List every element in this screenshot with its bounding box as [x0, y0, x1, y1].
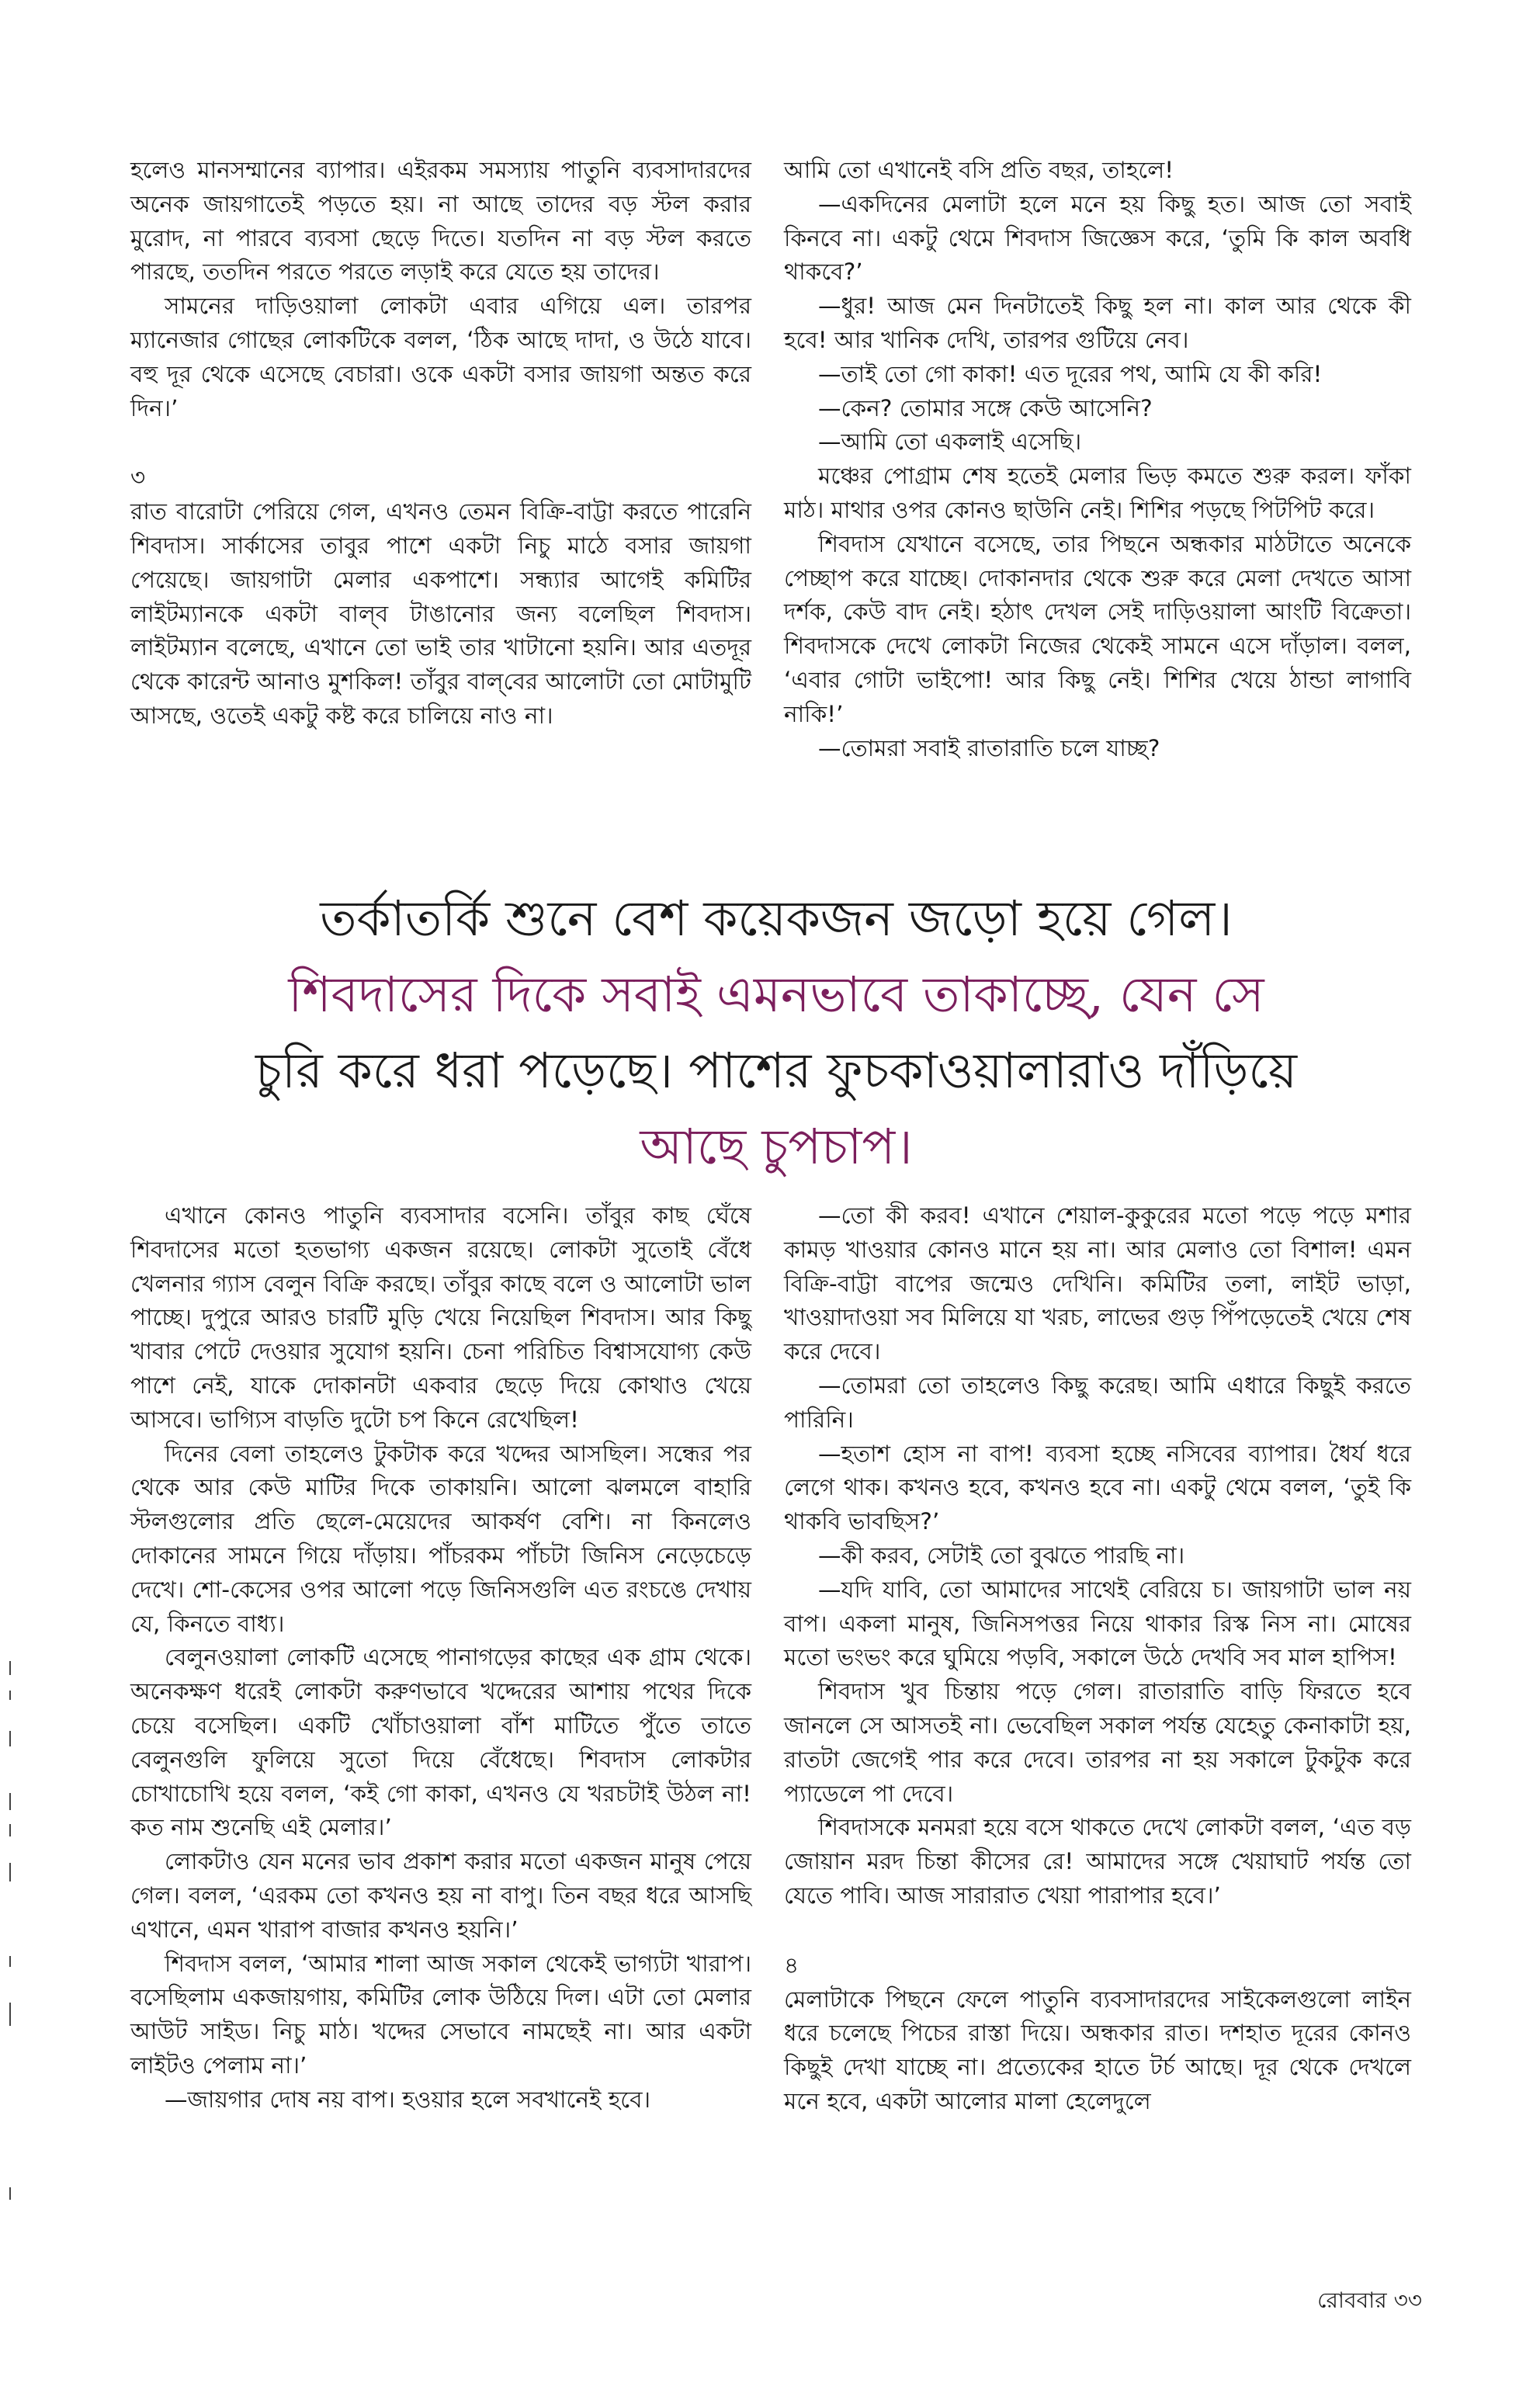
margin-mark — [9, 1661, 11, 1675]
paragraph: হলেও মানসম্মানের ব্যাপার। এইরকম সমস্যায় পাতুনি ব্যবসাদারদের অনেক জায়গাতেই পড়তে হয়। না আছে তাদের বড় স্টল করার মুরোদ, না পারবে ব্যবসা ছেড়ে দিতে। যতদিন না বড় স্টল করতে পারছে, ততদিন পরতে পরতে লড়াই করে যেতে হয় তাদের। — [130, 157, 751, 286]
paragraph: শিবদাস খুব চিন্তায় পড়ে গেল। রাতারাতি বাড়ি ফিরতে হবে জানলে সে আসতই না। ভেবেছিল সকাল পর্যন্ত যেহেতু কেনাকাটা হয়, রাতটা জেগেই পার করে দেবে। তারপর না হয় সকালে টুকটুক করে প্যাডেলে পা দেবে। — [784, 1678, 1411, 1807]
paragraph: —আমি তো একলাই এসেছি। — [818, 428, 1082, 456]
paragraph: এখানে কোনও পাতুনি ব্যবসাদার বসেনি। তাঁবুর কাছ ঘেঁষে শিবদাসের মতো হতভাগ্য একজন রয়েছে। লোকটা সুতোই বেঁধে খেলনার গ্যাস বেলুন বিক্রি করছে। তাঁবুর কাছে বলে ও আলোটা ভাল পাচ্ছে। দুপুরে আরও চারটি মুড়ি খেয়ে নিয়েছিল শিবদাস। আর কিছু খাবার পেটে দেওয়ার সুযোগ হয়নি। চেনা পরিচিত বিশ্বাসযোগ্য কেউ পাশে নেই, যাকে দোকানটা একবার ছেড়ে দিয়ে কোথাও খেয়ে আসবে। ভাগ্যিস বাড়তি দুটো চপ কিনে রেখেছিল! — [130, 1202, 751, 1433]
paragraph: বেলুনওয়ালা লোকটি এসেছে পানাগড়ের কাছের এক গ্রাম থেকে। অনেকক্ষণ ধরেই লোকটা করুণভাবে খদ্দেরের আশায় পথের দিকে চেয়ে বসেছিল। একটি খোঁচাওয়ালা বাঁশ মাটিতে পুঁতে তাতে বেলুনগুলি ফুলিয়ে সুতো দিয়ে বেঁধেছে। শিবদাস লোকটার চোখাচোখি হয়ে বলল, ‘কই গো কাকা, এখনও যে খরচটাই উঠল না! কত নাম শুনেছি এই মেলার।’ — [130, 1644, 751, 1841]
paragraph: —যদি যাবি, তো আমাদের সাথেই বেরিয়ে চ। জায়গাটা ভাল নয় বাপ। একলা মানুষ, জিনিসপত্তর নিয়ে থাকার রিস্ক নিস না। মোষের মতো ভংভং করে ঘুমিয়ে পড়বি, সকালে উঠে দেখবি সব মাল হাপিস! — [784, 1576, 1411, 1671]
paragraph: সামনের দাড়িওয়ালা লোকটা এবার এগিয়ে এল। তারপর ম্যানেজার গোছের লোকটিকে বলল, ‘ঠিক আছে দাদা, ও উঠে যাবে। বহু দূর থেকে এসেছে বেচারা। ওকে একটা বসার জায়গা অন্তত করে দিন।’ — [130, 293, 751, 421]
text-column-4 — [784, 1199, 1411, 2119]
paragraph: শিবদাস যেখানে বসেছে, তার পিছনে অন্ধকার মাঠটাতে অনেকে পেচ্ছাপ করে যাচ্ছে। দোকানদার থেকে শুরু করে মেলা দেখতে আসা দর্শক, কেউ বাদ নেই। হঠাৎ দেখল সেই দাড়িওয়ালা আংটি বিক্রেতা। শিবদাসকে দেখে লোকটা নিজের থেকেই সামনে এসে দাঁড়াল। বলল, ‘এবার গোটা ভাইপো! আর কিছু নেই। শিশির খেয়ে ঠান্ডা লাগাবি নাকি!’ — [784, 530, 1411, 727]
pull-quote — [140, 881, 1413, 1185]
section-number: ৩ — [130, 464, 146, 491]
paragraph: —তাই তো গো কাকা! এত দূরের পথ, আমি যে কী করি! — [818, 360, 1323, 387]
text-column-1 — [130, 154, 751, 734]
pull-quote-line: চুরি করে ধরা পড়েছে। পাশের ফুচকাওয়ালারাও দাঁড়িয়ে — [255, 1042, 1297, 1099]
paragraph: —তো কী করব! এখানে শেয়াল-কুকুরের মতো পড়ে পড়ে মশার কামড় খাওয়ার কোনও মানে হয় না। আর মেলাও তো বিশাল! এমন বিক্রি-বাট্টা বাপের জন্মেও দেখিনি। কমিটির তলা, লাইট ভাড়া, খাওয়াদাওয়া সব মিলিয়ে যা খরচ, লাভের গুড় পিঁপড়েতেই খেয়ে শেষ করে দেবে। — [784, 1202, 1411, 1365]
paragraph: —কী করব, সেটাই তো বুঝতে পারছি না। — [818, 1542, 1185, 1569]
paragraph: —জায়গার দোষ নয় বাপ। হওয়ার হলে সবখানেই হবে। — [165, 2086, 651, 2113]
paragraph: আমি তো এখানেই বসি প্রতি বছর, তাহলে! — [784, 157, 1174, 183]
margin-mark — [9, 1956, 11, 1967]
text-column-3 — [130, 1199, 751, 2117]
pull-quote-line: আছে চুপচাপ। — [640, 1118, 913, 1175]
paragraph: শিবদাস বলল, ‘আমার শালা আজ সকাল থেকেই ভাগ্যটা খারাপ। বসেছিলাম একজায়গায়, কমিটির লোক উঠিয়ে দিল। এটা তো মেলার আউট সাইড। নিচু মাঠ। খদ্দের সেভাবে নামছেই না। আর একটা লাইটও পেলাম না।’ — [130, 1950, 751, 2079]
paragraph: মঞ্চের পোগ্রাম শেষ হতেই মেলার ভিড় কমতে শুরু করল। ফাঁকা মাঠ। মাথার ওপর কোনও ছাউনি নেই। শিশির পড়ছে পিটপিট করে। — [784, 463, 1411, 523]
paragraph: —তোমরা তো তাহলেও কিছু করেছ। আমি এধারে কিছুই করতে পারিনি। — [784, 1372, 1411, 1433]
paragraph: —কেন? তোমার সঙ্গে কেউ আসেনি? — [818, 394, 1153, 421]
paragraph: —একদিনের মেলাটা হলে মনে হয় কিছু হত। আজ তো সবাই কিনবে না। একটু থেমে শিবদাস জিজ্ঞেস করে, ‘তুমি কি কাল অবধি থাকবে?’ — [784, 190, 1411, 286]
pull-quote-line: তর্কাতর্কি শুনে বেশ কয়েকজন জড়ো হয়ে গেল। — [320, 890, 1233, 947]
section-number: ৪ — [784, 1951, 799, 1979]
margin-mark — [9, 1824, 11, 1836]
paragraph: মেলাটাকে পিছনে ফেলে পাতুনি ব্যবসাদারদের সাইকেলগুলো লাইন ধরে চলেছে পিচের রাস্তা দিয়ে। অন্ধকার রাত। দশহাত দূরের কোনও কিছুই দেখা যাচ্ছে না। প্রত্যেকের হাতে টর্চ আছে। দূর থেকে দেখলে মনে হবে, একটা আলোর মালা হেলেদুলে — [784, 1985, 1411, 2114]
margin-mark — [9, 1793, 11, 1810]
paragraph: রাত বারোটা পেরিয়ে গেল, এখনও তেমন বিক্রি-বাট্টা করতে পারেনি শিবদাস। সার্কাসের তাবুর পাশে একটা নিচু মাঠে বসার জায়গা পেয়েছে। জায়গাটা মেলার একপাশে। সন্ধ্যার আগেই কমিটির লাইটম্যানকে একটা বাল্‌ব টাঙানোর জন্য বলেছিল শিবদাস। লাইটম্যান বলেছে, এখানে তো ভাই তার খাটানো হয়নি। আর এতদূর থেকে কারেন্ট আনাও মুশকিল! তাঁবুর বাল্‌বের আলোটা তো মোটামুটি আসছে, ওতেই একটু কষ্ট করে চালিয়ে নাও না। — [130, 498, 751, 729]
margin-mark — [9, 1691, 11, 1700]
paragraph: দিনের বেলা তাহলেও টুকটাক করে খদ্দের আসছিল। সন্ধের পর থেকে আর কেউ মাটির দিকে তাকায়নি। আলো ঝলমলে বাহারি স্টলগুলোর প্রতি ছেলে-মেয়েদের আকর্ষণ বেশি। না কিনলেও দোকানের সামনে গিয়ে দাঁড়ায়। পাঁচরকম পাঁচটা জিনিস নেড়েচেড়ে দেখে। শো-কেসের ওপর আলো পড়ে জিনিসগুলি এত রংচঙে দেখায় যে, কিনতে বাধ্য। — [130, 1440, 751, 1637]
paragraph: —ধুর! আজ মেন দিনটাতেই কিছু হল না। কাল আর থেকে কী হবে! আর খানিক দেখি, তারপর গুটিয়ে নেব। — [784, 293, 1411, 353]
page-folio: রোববার ৩৩ — [1317, 2287, 1422, 2313]
paragraph: শিবদাসকে মনমরা হয়ে বসে থাকতে দেখে লোকটা বলল, ‘এত বড় জোয়ান মরদ চিন্তা কীসের রে! আমাদের সঙ্গে খেয়াঘাট পর্যন্ত তো যেতে পাবি। আজ সারারাত খেয়া পারাপার হবে।’ — [784, 1814, 1411, 1909]
paragraph: লোকটাও যেন মনের ভাব প্রকাশ করার মতো একজন মানুষ পেয়ে গেল। বলল, ‘এরকম তো কখনও হয় না বাপু। তিন বছর ধরে আসছি এখানে, এমন খারাপ বাজার কখনও হয়নি।’ — [130, 1848, 751, 1943]
margin-mark — [9, 1731, 11, 1746]
text-column-2 — [784, 154, 1411, 765]
margin-mark — [9, 1863, 11, 1881]
margin-mark — [9, 2003, 11, 2026]
paragraph: —হতাশ হোস না বাপ! ব্যবসা হচ্ছে নসিবের ব্যাপার। ধৈর্য ধরে লেগে থাক। কখনও হবে, কখনও হবে না। একটু থেমে বলল, ‘তুই কি থাকবি ভাবছিস?’ — [784, 1440, 1411, 1535]
paragraph: —তোমরা সবাই রাতারাতি চলে যাচ্ছ? — [818, 734, 1160, 761]
pull-quote-line: শিবদাসের দিকে সবাই এমনভাবে তাকাচ্ছে, যেন সে — [288, 966, 1264, 1023]
margin-mark — [9, 2187, 11, 2200]
